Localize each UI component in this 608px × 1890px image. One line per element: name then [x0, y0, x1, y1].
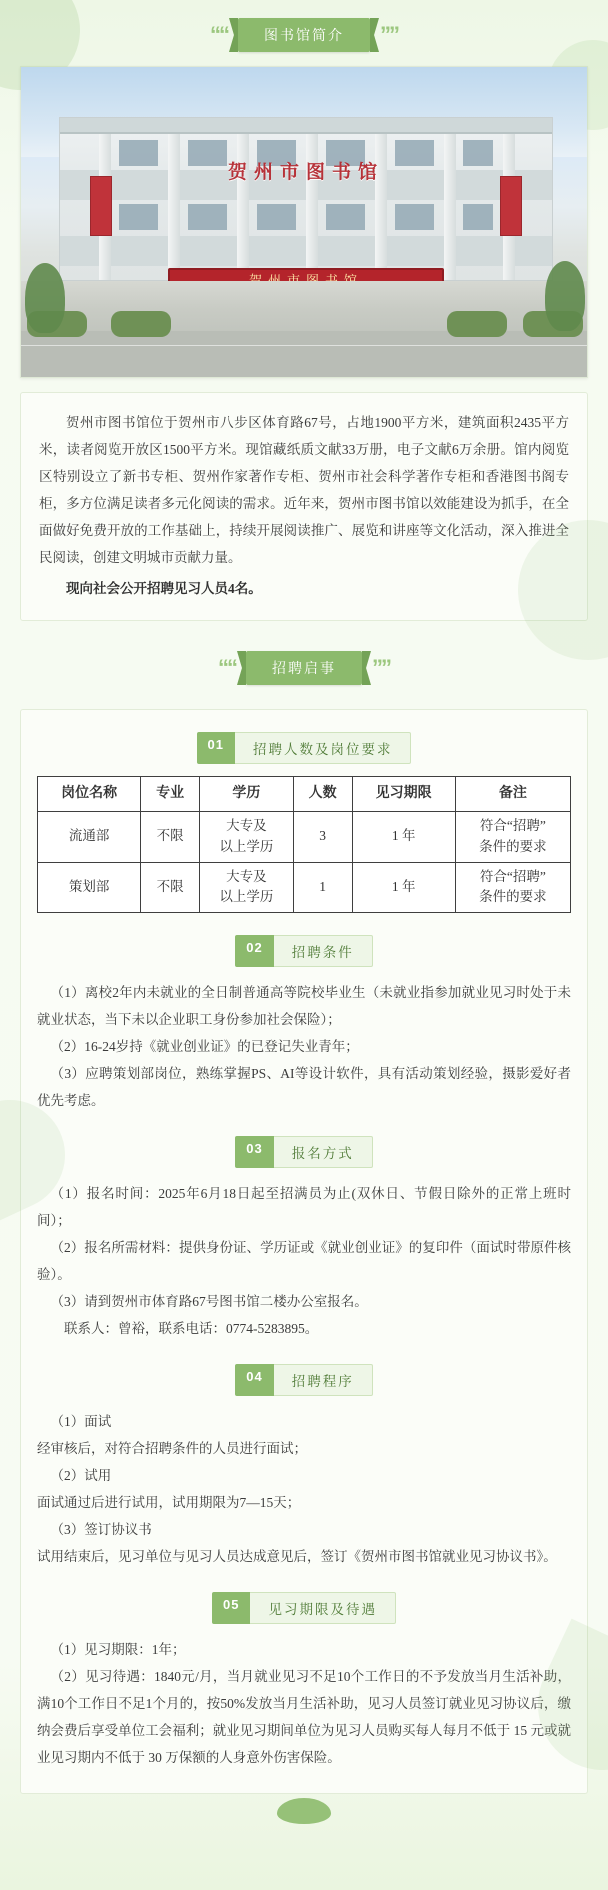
subsection-heading-03 — [37, 1136, 571, 1168]
cell-remark-line1: 符合“招聘” — [479, 817, 546, 833]
table-header-cell: 人数 — [293, 777, 352, 812]
intro-paragraph-2: 现向社会公开招聘见习人员4名。 — [66, 581, 262, 596]
quote-close-icon: ”” — [380, 22, 398, 47]
subsection-heading-05 — [37, 1592, 571, 1624]
section-heading-intro — [0, 0, 608, 66]
procedure-step-3-label: （3）签订协议书 — [50, 1522, 152, 1538]
library-photo-frame — [20, 66, 588, 378]
library-photo — [21, 67, 587, 377]
recruitment-card — [20, 709, 588, 1794]
quote-open-icon: ““ — [210, 22, 228, 47]
footer-decoration — [0, 1794, 608, 1828]
cell-major: 不限 — [141, 862, 200, 913]
apply-item-2: （2）报名所需材料：提供身份证、学历证或《就业创业证》的复印件（面试时带原件核验）。 — [37, 1240, 571, 1283]
benefit-item-2: （2）见习待遇：1840元/月，当月就业见习不足10个工作日的不予发放当月生活补助，满10个工作日不足1个月的，按50%发放当月生活补助，见习人员签订就业见习协议后，缴纳会费后享受单位工会福利；就业见习期间单位为见习人员购买每人每月不低于 15 元或就业见习期内不低于 30 万保额的人身意外伤害保险。 — [37, 1669, 571, 1766]
table-row — [38, 811, 571, 862]
cell-period: 1 年 — [352, 862, 455, 913]
apply-body — [37, 1180, 571, 1342]
apply-item-3: （3）请到贺州市体育路67号图书馆二楼办公室报名。 — [50, 1294, 368, 1310]
cell-remark — [455, 862, 570, 913]
subsection-title: 招聘人数及岗位要求 — [235, 732, 412, 764]
subsection-number: 01 — [197, 732, 235, 764]
conditions-body — [37, 979, 571, 1114]
table-header-cell: 见习期限 — [352, 777, 455, 812]
photo-plaza — [21, 331, 587, 377]
procedure-step-2-label: （2）试用 — [50, 1468, 112, 1484]
subsection-heading-02 — [37, 935, 571, 967]
condition-item-2: （2）16-24岁持《就业创业证》的已登记失业青年； — [50, 1039, 359, 1055]
subsection-title: 招聘程序 — [274, 1364, 373, 1396]
procedure-step-3-text: 试用结束后，见习单位与见习人员达成意见后，签订《贺州市图书馆就业见习协议书》。 — [37, 1549, 557, 1565]
cell-period: 1 年 — [352, 811, 455, 862]
cell-remark-line2: 条件的要求 — [479, 889, 547, 905]
photo-building — [59, 117, 553, 281]
table-header-cell: 岗位名称 — [38, 777, 141, 812]
cell-education-line1: 大专及 — [226, 868, 267, 884]
subsection-number: 02 — [235, 935, 273, 967]
subsection-number: 03 — [235, 1136, 273, 1168]
cell-remark-line2: 条件的要求 — [479, 838, 547, 854]
subsection-number: 05 — [212, 1592, 250, 1624]
benefit-item-1: （1）见习期限：1年； — [50, 1642, 186, 1658]
subsection-title: 报名方式 — [274, 1136, 373, 1168]
cell-education-line2: 以上学历 — [219, 838, 274, 854]
cell-education — [200, 811, 294, 862]
apply-item-1: （1）报名时间：2025年6月18日起至招满员为止(双休日、节假日除外的正常上班时间）； — [37, 1186, 571, 1229]
intro-paragraph-1: 贺州市图书馆位于贺州市八步区体育路67号，占地1900平方米，建筑面积2435平方米，读者阅览开放区1500平方米。现馆藏纸质文献33万册，电子文献6万余册。馆内阅览区特别设立了新书专柜、贺州作家著作专柜、贺州市社会科学著作专柜和香港图书阁专柜，多方位满足读者多元化阅读的需求。近年来，贺州市图书馆以效能建设为抓手，在全面做好免费开放的工作基础上，持续开展阅读推广、展览和讲座等文化活动，深入推进全民阅读，创建文明城市贡献力量。 — [39, 415, 569, 565]
condition-item-1: （1）离校2年内未就业的全日制普通高等院校毕业生（未就业指参加就业见习时处于未就业状态，当下未以企业职工身份参加社会保险）； — [37, 985, 571, 1028]
condition-item-3: （3）应聘策划部岗位，熟练掌握PS、AI等设计软件，具有活动策划经验，摄影爱好者优先考虑。 — [37, 1066, 571, 1109]
subsection-number: 04 — [235, 1364, 273, 1396]
cell-education — [200, 862, 294, 913]
building-name-sign-top: 贺州市图书馆 — [227, 162, 384, 183]
subsection-heading-04 — [37, 1364, 571, 1396]
library-intro-card — [20, 392, 588, 621]
procedure-step-1-text: 经审核后，对符合招聘条件的人员进行面试； — [37, 1441, 307, 1457]
quote-open-icon: ““ — [218, 655, 236, 680]
cell-position: 策划部 — [38, 862, 141, 913]
procedure-step-1-label: （1）面试 — [50, 1414, 112, 1430]
job-requirements-table — [37, 776, 571, 913]
subsection-title: 招聘条件 — [274, 935, 373, 967]
table-header-cell: 专业 — [141, 777, 200, 812]
procedure-step-2-text: 面试通过后进行试用，试用期限为7—15天； — [37, 1495, 301, 1511]
photo-roofline — [60, 118, 552, 134]
subsection-title: 见习期限及待遇 — [250, 1592, 396, 1624]
leaf-icon — [277, 1798, 331, 1824]
cell-education-line1: 大专及 — [226, 817, 267, 833]
cell-education-line2: 以上学历 — [219, 889, 274, 905]
table-header-cell: 学历 — [200, 777, 294, 812]
procedure-body — [37, 1408, 571, 1570]
cell-remark-line1: 符合“招聘” — [479, 868, 546, 884]
section-heading-recruit — [0, 621, 608, 699]
table-header-row — [38, 777, 571, 812]
subsection-heading-01 — [37, 732, 571, 764]
cell-position: 流通部 — [38, 811, 141, 862]
cell-count: 1 — [293, 862, 352, 913]
apply-contact: 联系人：曾裕，联系电话：0774-5283895。 — [64, 1321, 319, 1337]
quote-close-icon: ”” — [372, 655, 390, 680]
table-row — [38, 862, 571, 913]
cell-major: 不限 — [141, 811, 200, 862]
benefits-body — [37, 1636, 571, 1771]
section-heading-recruit-label: 招聘启事 — [246, 651, 362, 685]
table-header-cell: 备注 — [455, 777, 570, 812]
cell-count: 3 — [293, 811, 352, 862]
section-heading-intro-label: 图书馆简介 — [238, 18, 370, 52]
cell-remark — [455, 811, 570, 862]
